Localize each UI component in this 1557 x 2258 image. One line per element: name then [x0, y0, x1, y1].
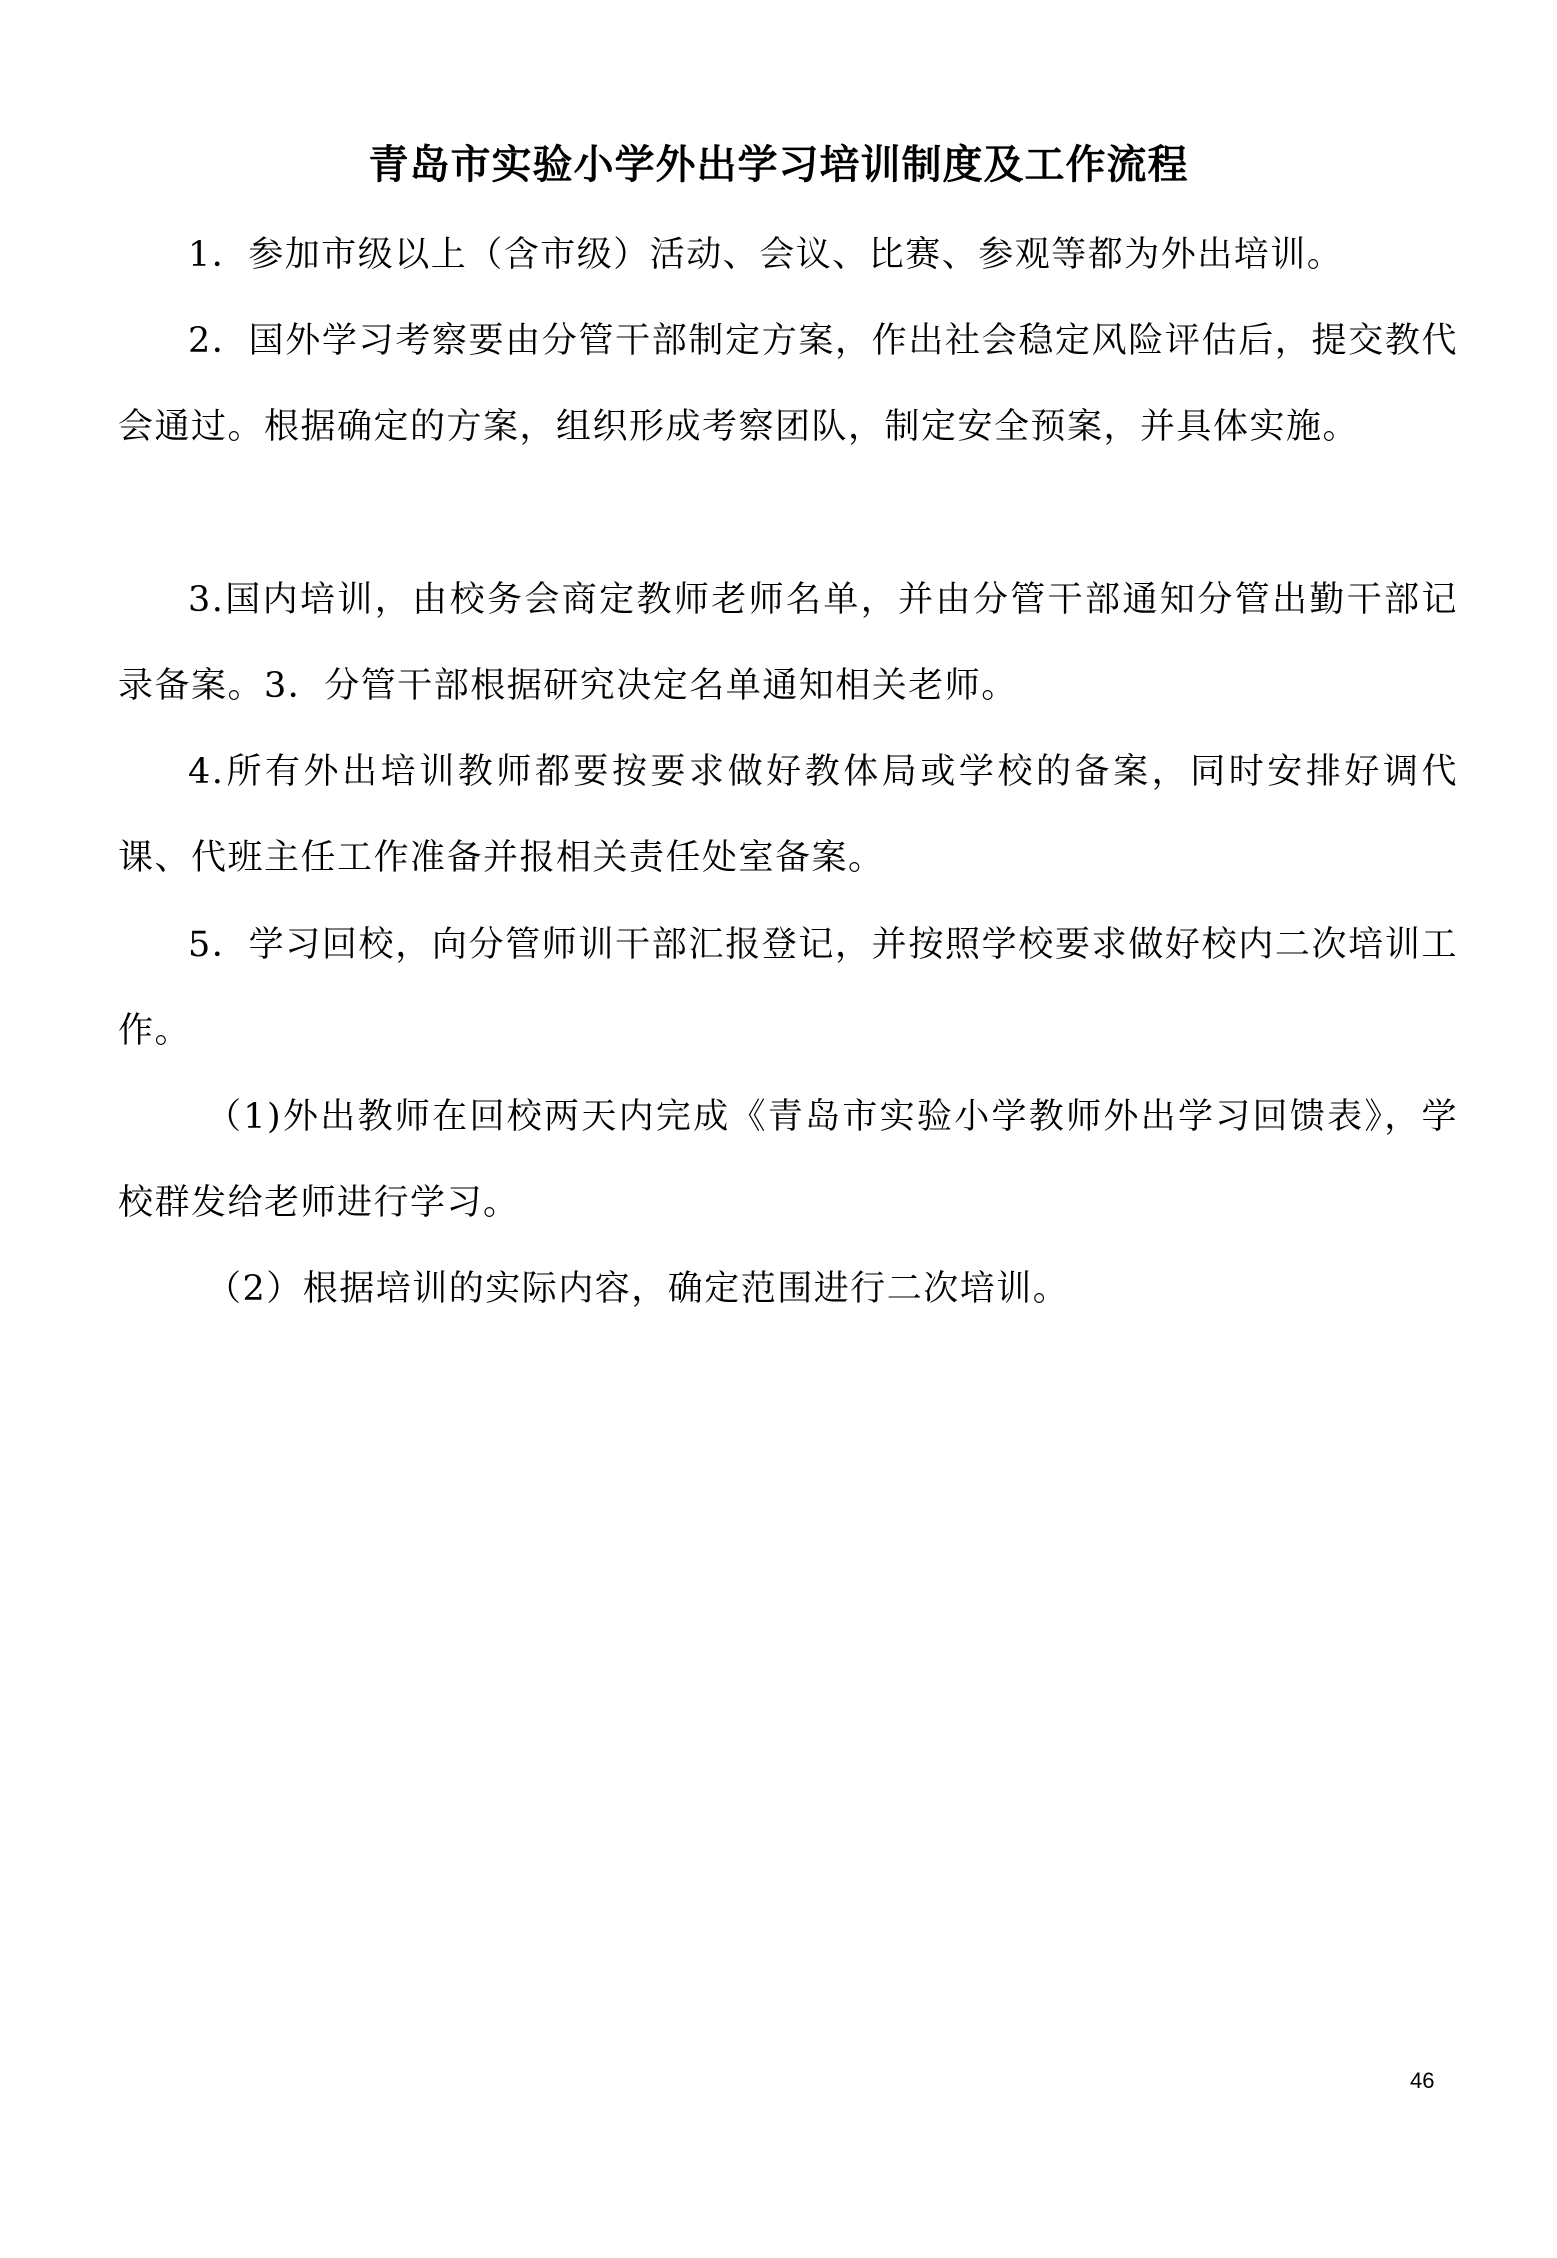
paragraph-7: （2）根据培训的实际内容，确定范围进行二次培训。 — [206, 1269, 1070, 1309]
paragraph-5: 5．学习回校，向分管师训干部汇报登记，并按照学校要求做好校内二次培训工作。 — [118, 925, 1458, 1051]
paragraph-6: （1)外出教师在回校两天内完成《青岛市实验小学教师外出学习回馈表》，学校群发给老师进行学习。 — [118, 1097, 1458, 1223]
document-title: 青岛市实验小学外出学习培训制度及工作流程 — [368, 142, 1189, 188]
page-number: 46 — [1410, 2068, 1435, 2093]
paragraph-2: 2．国外学习考察要由分管干部制定方案，作出社会稳定风险评估后，提交教代会通过。根据确定的方案，组织形成考察团队，制定安全预案，并具体实施。 — [118, 321, 1458, 447]
paragraph-1: 1．参加市级以上（含市级）活动、会议、比赛、参观等都为外出培训。 — [188, 235, 1344, 275]
paragraph-4: 4.所有外出培训教师都要按要求做好教体局或学校的备案，同时安排好调代课、代班主任工作准备并报相关责任处室备案。 — [118, 752, 1458, 878]
paragraph-3: 3.国内培训，由校务会商定教师老师名单，并由分管干部通知分管出勤干部记录备案。3．分管干部根据研究决定名单通知相关老师。 — [118, 580, 1458, 706]
